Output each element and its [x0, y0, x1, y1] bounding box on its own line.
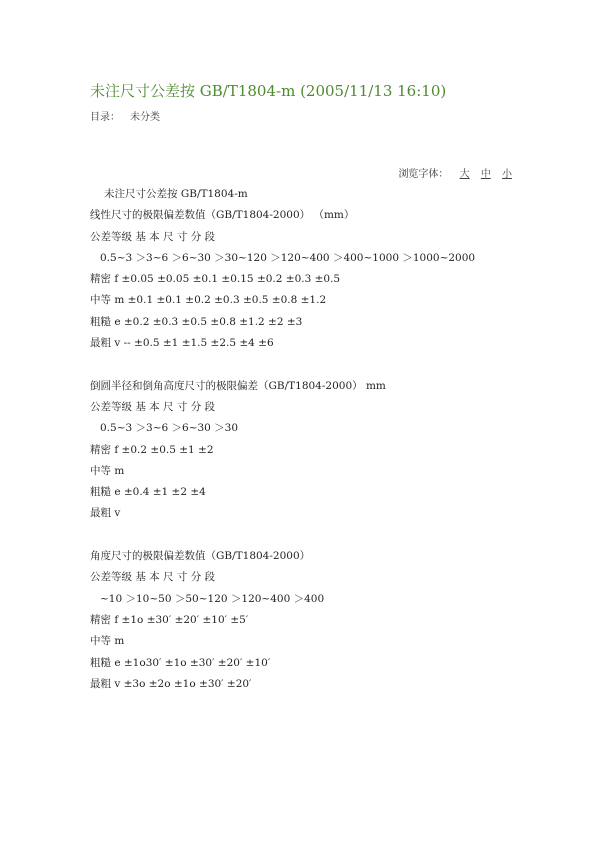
section1-row-very-coarse: 最粗 v -- ±0.5 ±1 ±1.5 ±2.5 ±4 ±6 — [90, 337, 274, 350]
section1-row-medium: 中等 m ±0.1 ±0.1 ±0.2 ±0.3 ±0.5 ±0.8 ±1.2 — [90, 294, 327, 307]
font-size-label: 浏览字体： — [398, 169, 449, 180]
section2-grade-header: 公差等级 基 本 尺 寸 分 段 — [90, 400, 216, 413]
section2-row-fine: 精密 f ±0.2 ±0.5 ±1 ±2 — [90, 443, 214, 456]
catalog-value: 未分类 — [130, 112, 160, 123]
section2-row-very-coarse: 最粗 v — [90, 507, 121, 520]
section3-row-medium: 中等 m — [90, 635, 125, 648]
section3-row-fine: 精密 f ±1o ±30′ ±20′ ±10′ ±5′ — [90, 613, 249, 626]
article-title: 未注尺寸公差按 GB/T1804-m (2005/11/13 16:10) — [90, 82, 447, 100]
section1-row-coarse: 粗糙 e ±0.2 ±0.3 ±0.5 ±0.8 ±1.2 ±2 ±3 — [90, 315, 303, 328]
article-heading: 未注尺寸公差按 GB/T1804-m — [104, 188, 248, 200]
section3-row-very-coarse: 最粗 v ±3o ±2o ±1o ±30′ ±20′ — [90, 677, 252, 690]
section2-row-medium: 中等 m — [90, 464, 125, 477]
section1-ranges: 0.5~3 ＞3~6 ＞6~30 ＞30~120 ＞120~400 ＞400~1000 ＞1000~2000 — [100, 251, 476, 264]
section3-title: 角度尺寸的极限偏差数值（GB/T1804-2000） — [90, 550, 311, 563]
section3-row-coarse: 粗糙 e ±1o30′ ±1o ±30′ ±20′ ±10′ — [90, 656, 271, 669]
section1-grade-header: 公差等级 基 本 尺 寸 分 段 — [90, 230, 216, 243]
font-size-medium-link[interactable]: 中 — [480, 169, 491, 180]
section3-grade-header: 公差等级 基 本 尺 寸 分 段 — [90, 571, 216, 584]
section2-ranges: 0.5~3 ＞3~6 ＞6~30 ＞30 — [100, 422, 239, 435]
section2-row-coarse: 粗糙 e ±0.4 ±1 ±2 ±4 — [90, 486, 206, 499]
section1-row-fine: 精密 f ±0.05 ±0.05 ±0.1 ±0.15 ±0.2 ±0.3 ±0.5 — [90, 273, 341, 286]
article-body — [90, 184, 520, 695]
section3-ranges: ~10 ＞10~50 ＞50~120 ＞120~400 ＞400 — [100, 592, 325, 605]
font-size-small-link[interactable]: 小 — [502, 169, 512, 180]
catalog-label: 目录： — [90, 112, 120, 123]
section2-title: 倒圆半径和倒角高度尺寸的极限偏差（GB/T1804-2000） mm — [90, 379, 386, 392]
font-size-selector — [398, 165, 512, 180]
section1-title: 线性尺寸的极限偏差数值（GB/T1804-2000） （mm） — [90, 209, 355, 222]
catalog-line — [90, 108, 160, 123]
font-size-large-link[interactable]: 大 — [459, 169, 470, 180]
